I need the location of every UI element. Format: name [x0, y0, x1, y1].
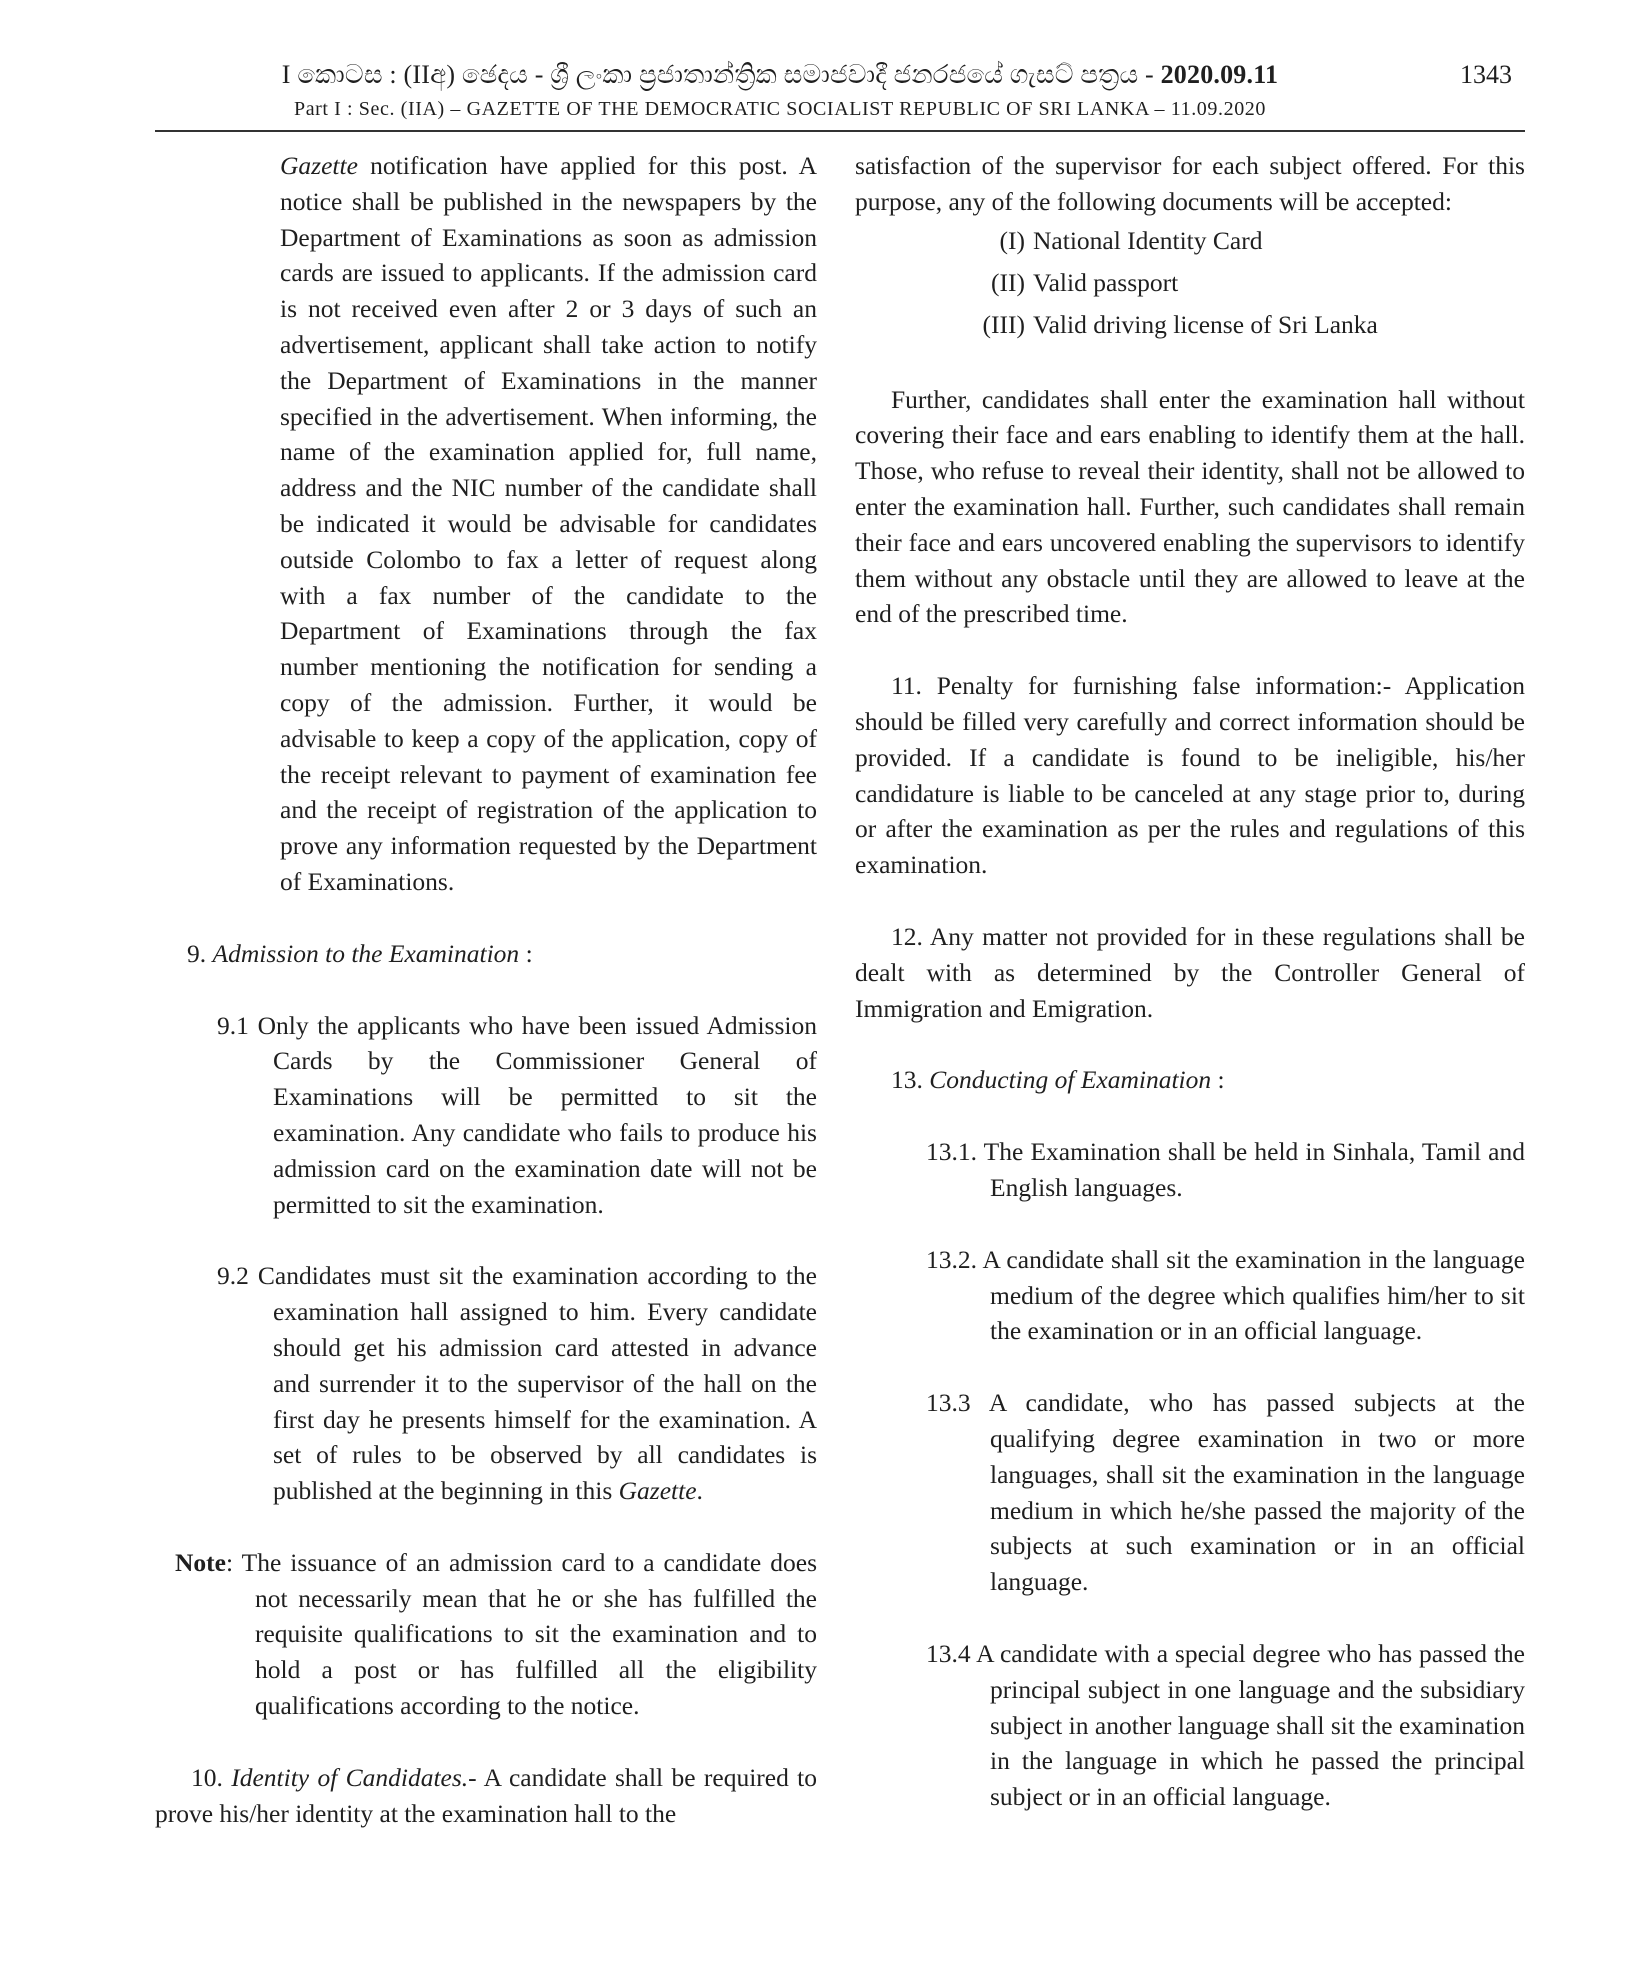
section-13-heading	[855, 1062, 1525, 1098]
list-text: Valid driving license of Sri Lanka	[1033, 309, 1378, 339]
section-9-heading	[155, 936, 817, 972]
intro-text: notification have applied for this post. A notice shall be published in the newspapers by the Department of Examinations as soon as admission cards are issued to applicants. If the admission card is not received even after 2 or 3 days of such an advertisement, applicant shall take action to notify the Department of Examinations in the manner specified in the advertisement. When informing, the name of the examination applied for, full name, address and the NIC number of the candidate shall be indicated it would be advisable for candidates outside Colombo to fax a letter of request along with a fax number of the candidate to the Department of Examinations through the fax number mentioning the notification for sending a copy of the admission. Further, it would be advisable to keep a copy of the application, copy of the receipt relevant to payment of examination fee and the receipt of registration of the application to prove any information requested by the Department of Examinations.	[280, 151, 817, 896]
header-title-text: I කොටස : (IIඅ) ඡෙදය - ශ්‍රී ලංකා ප්‍රජාතාන්ත්‍රික සමාජවාදී ජනරජයේ ගැසට් පත්‍රය -	[281, 60, 1161, 89]
header-date: 2020.09.11	[1160, 60, 1279, 89]
section-9-1: 9.1 Only the applicants who have been issued Admission Cards by the Commissioner General of Examinations will be permitted to sit the examination. Any candidate who fails to produce his admission card on the examination date will not be permitted to sit the examination.	[217, 1010, 817, 1219]
header-divider	[155, 130, 1525, 132]
intro-paragraph	[155, 148, 817, 900]
section-13-2: 13.2. A candidate shall sit the examination in the language medium of the degree which qualifies him/her to sit the examination or in an official language.	[926, 1244, 1525, 1346]
list-number: (III)	[982, 309, 1025, 339]
list-number: (II)	[991, 267, 1025, 297]
section-11: 11. Penalty for furnishing false information:- Application should be filled very carefully and correct information should be provided. If a candidate is found to be ineligible, his/her candidature is liable to be canceled at any stage prior to, during or after the examination as per the rules and regulations of this examination.	[855, 671, 1525, 880]
section-10-number: 10.	[191, 1762, 232, 1792]
note-paragraph	[155, 1545, 817, 1724]
section-13-colon: :	[1211, 1065, 1225, 1095]
identity-document-item	[940, 262, 1525, 304]
gazette-header-title	[160, 60, 1400, 91]
section-9-title: Admission to the Examination	[212, 938, 520, 968]
note-label: Note	[175, 1547, 226, 1577]
right-column	[855, 148, 1525, 1815]
section-9-number: 9.	[187, 938, 213, 968]
section-10-title: Identity of Candidates.	[231, 1762, 469, 1792]
section-13-title: Conducting of Examination	[929, 1065, 1212, 1095]
section-9-colon: :	[519, 938, 533, 968]
section-13-3: 13.3 A candidate, who has passed subjects at the qualifying degree examination in two or more languages, shall sit the examination in the language medium in which he/she passed the majority of the subjects at such examination or in an official language.	[926, 1388, 1525, 1597]
section-9-2-text: 9.2 Candidates must sit the examination according to the examination hall assigned to him. Every candidate should get his admission card attested in advance and surrender it to the supervisor of the hall on the first day he presents himself for the examination. A set of rules to be observed by all candidates is published at the beginning in this	[217, 1261, 817, 1506]
identity-documents-list	[855, 220, 1525, 346]
section-13-4: 13.4 A candidate with a special degree who has passed the principal subject in one language and the subsidiary subject in another language shall sit the examination in the language in which he passed the principal subject or in an official language.	[926, 1638, 1525, 1812]
section-9-2-end: .	[696, 1476, 703, 1506]
list-number: (I)	[999, 225, 1025, 255]
gazette-header-subtitle: Part I : Sec. (IIA) – GAZETTE OF THE DEMOCRATIC SOCIALIST REPUBLIC OF SRI LANKA – 11.09.2020	[293, 98, 1267, 120]
section-10-text: - A candidate shall be required to prove his/her identity at the examination hall to the	[155, 1762, 818, 1828]
section-13-1: 13.1. The Examination shall be held in Sinhala, Tamil and English languages.	[926, 1137, 1525, 1202]
intro-italic: Gazette	[280, 151, 358, 180]
section-10	[155, 1760, 817, 1832]
list-text: National Identity Card	[1033, 225, 1263, 255]
left-column	[155, 148, 817, 1831]
further-paragraph: Further, candidates shall enter the examination hall without covering their face and ears enabling to identify them at the hall. Those, who refuse to reveal their identity, shall not be allowed to enter the examination hall. Further, such candidates shall remain their face and ears uncovered enabling the supervisors to identify them without any obstacle until they are allowed to leave at the end of the prescribed time.	[855, 384, 1525, 629]
list-text: Valid passport	[1033, 267, 1179, 297]
section-12: 12. Any matter not provided for in these regulations shall be dealt with as determined by the Controller General of Immigration and Emigration.	[855, 921, 1525, 1023]
note-text: : The issuance of an admission card to a candidate does not necessarily mean that he or she has fulfilled the requisite qualifications to sit the examination and to hold a post or has fulfilled all the eligibility qualifications according to the notice.	[225, 1547, 817, 1721]
section-13-number: 13.	[891, 1065, 930, 1095]
identity-document-item	[940, 220, 1525, 262]
identity-continuation: satisfaction of the supervisor for each subject offered. For this purpose, any of the following documents will be accepted:	[855, 151, 1525, 216]
section-9-2-italic: Gazette	[618, 1476, 697, 1506]
section-9-2	[155, 1258, 817, 1509]
page-number: 1343	[1460, 60, 1512, 89]
identity-document-item	[940, 304, 1525, 346]
